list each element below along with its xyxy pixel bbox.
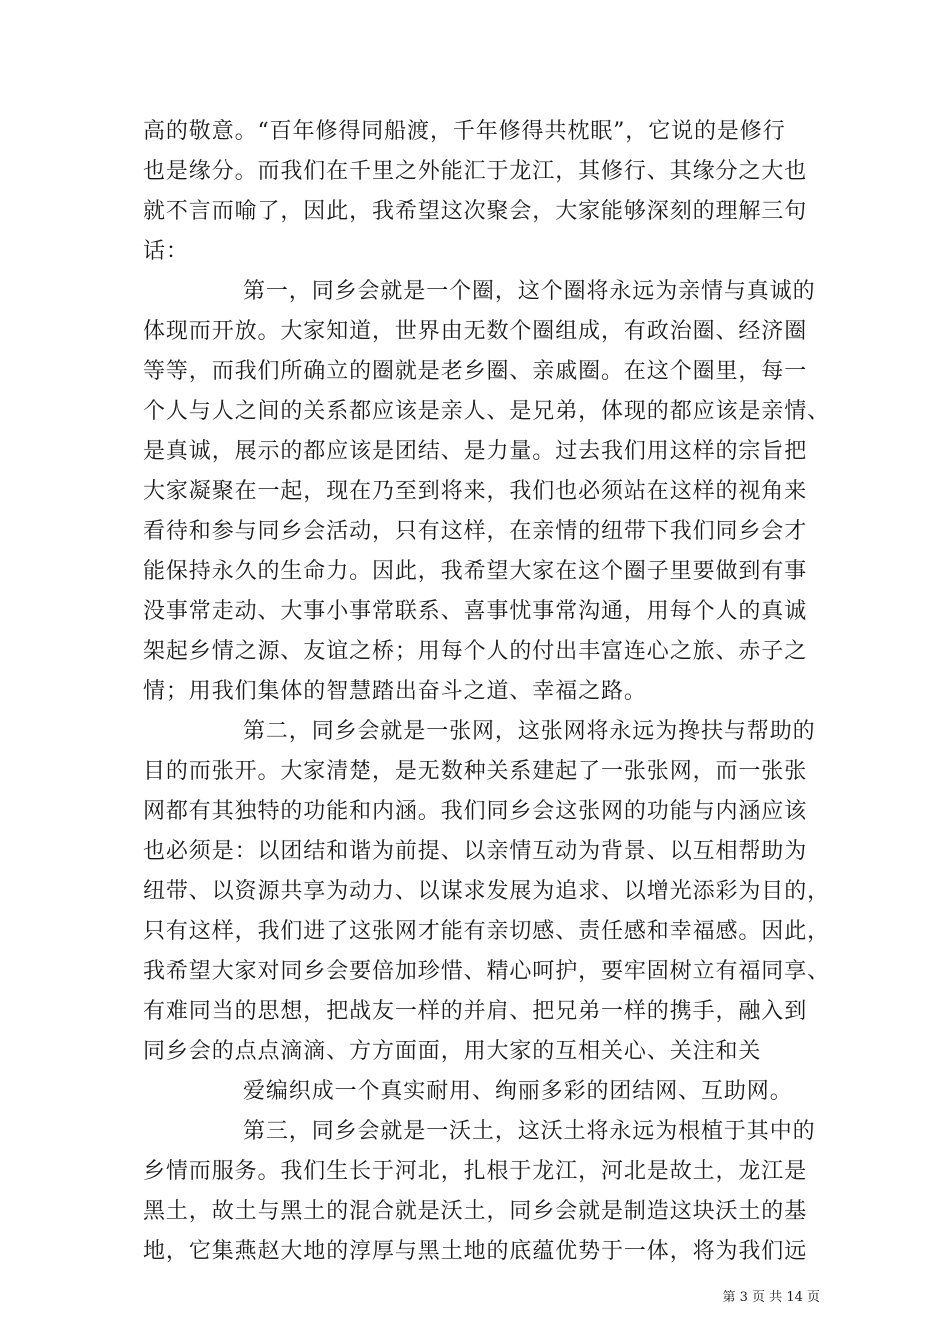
- text-line: 架起乡情之源、友谊之桥；用每个人的付出丰富连心之旅、赤子之: [143, 639, 808, 664]
- text-line: 目的而张开。大家清楚，是无数种关系建起了一张张网，而一张张: [143, 759, 808, 784]
- text-line: 等等，而我们所确立的圈就是老乡圈、亲戚圈。在这个圈里，每一: [143, 359, 808, 384]
- text-line: 我希望大家对同乡会要倍加珍惜、精心呵护，要牢固树立有福同享、: [143, 959, 831, 984]
- text-line: 体现而开放。大家知道，世界由无数个圈组成，有政治圈、经济圈: [143, 319, 808, 344]
- text-line: 也是缘分。而我们在千里之外能汇于龙江，其修行、其缘分之大也: [143, 159, 808, 184]
- text-line: 能保持永久的生命力。因此，我希望大家在这个圈子里要做到有事: [143, 559, 808, 584]
- paragraph-3-first-line: 第三，同乡会就是一沃土，这沃土将永远为根植于其中的: [243, 1119, 816, 1144]
- text-line: 是真诚，展示的都应该是团结、是力量。过去我们用这样的宗旨把: [143, 439, 808, 464]
- text-line: 没事常走动、大事小事常联系、喜事忧事常沟通，用每个人的真诚: [143, 599, 808, 624]
- text-line: 纽带、以资源共享为动力、以谋求发展为追求、以增光添彩为目的，: [143, 879, 831, 904]
- text-line: 有难同当的思想，把战友一样的并肩、把兄弟一样的携手，融入到: [143, 999, 808, 1024]
- page-number-footer: 第 3 页 共 14 页: [722, 1290, 820, 1305]
- text-line: 高的敬意。“百年修得同船渡，千年修得共枕眠”，它说的是修行: [143, 119, 786, 144]
- text-line: 只有这样，我们进了这张网才能有亲切感、责任感和幸福感。因此，: [143, 919, 831, 944]
- text-line: 也必须是：以团结和谐为前提、以亲情互动为背景、以互相帮助为: [143, 839, 808, 864]
- text-line: 大家凝聚在一起，现在乃至到将来，我们也必须站在这样的视角来: [143, 479, 808, 504]
- text-line: 情；用我们集体的智慧踏出奋斗之道、幸福之路。: [143, 679, 647, 704]
- text-line: 乡情而服务。我们生长于河北，扎根于龙江，河北是故土，龙江是: [143, 1159, 808, 1184]
- text-line: 黑土，故土与黑土的混合就是沃土，同乡会就是制造这块沃土的基: [143, 1199, 808, 1224]
- text-line: 同乡会的点点滴滴、方方面面，用大家的互相关心、关注和关: [143, 1039, 762, 1064]
- text-line: 地，它集燕赵大地的淳厚与黑土地的底蕴优势于一体，将为我们远: [143, 1239, 808, 1264]
- paragraph-2-first-line: 第二，同乡会就是一张网，这张网将永远为搀扶与帮助的: [243, 719, 816, 744]
- text-line: 就不言而喻了，因此，我希望这次聚会，大家能够深刻的理解三句: [143, 199, 808, 224]
- text-line-indented: 爱编织成一个真实耐用、绚丽多彩的团结网、互助网。: [243, 1079, 793, 1104]
- text-line: 个人与人之间的关系都应该是亲人、是兄弟，体现的都应该是亲情、: [143, 399, 831, 424]
- paragraph-1-first-line: 第一，同乡会就是一个圈，这个圈将永远为亲情与真诚的: [243, 279, 816, 304]
- text-line: 看待和参与同乡会活动，只有这样，在亲情的纽带下我们同乡会才: [143, 519, 808, 544]
- text-line: 话：: [143, 239, 189, 264]
- text-line: 网都有其独特的功能和内涵。我们同乡会这张网的功能与内涵应该: [143, 799, 808, 824]
